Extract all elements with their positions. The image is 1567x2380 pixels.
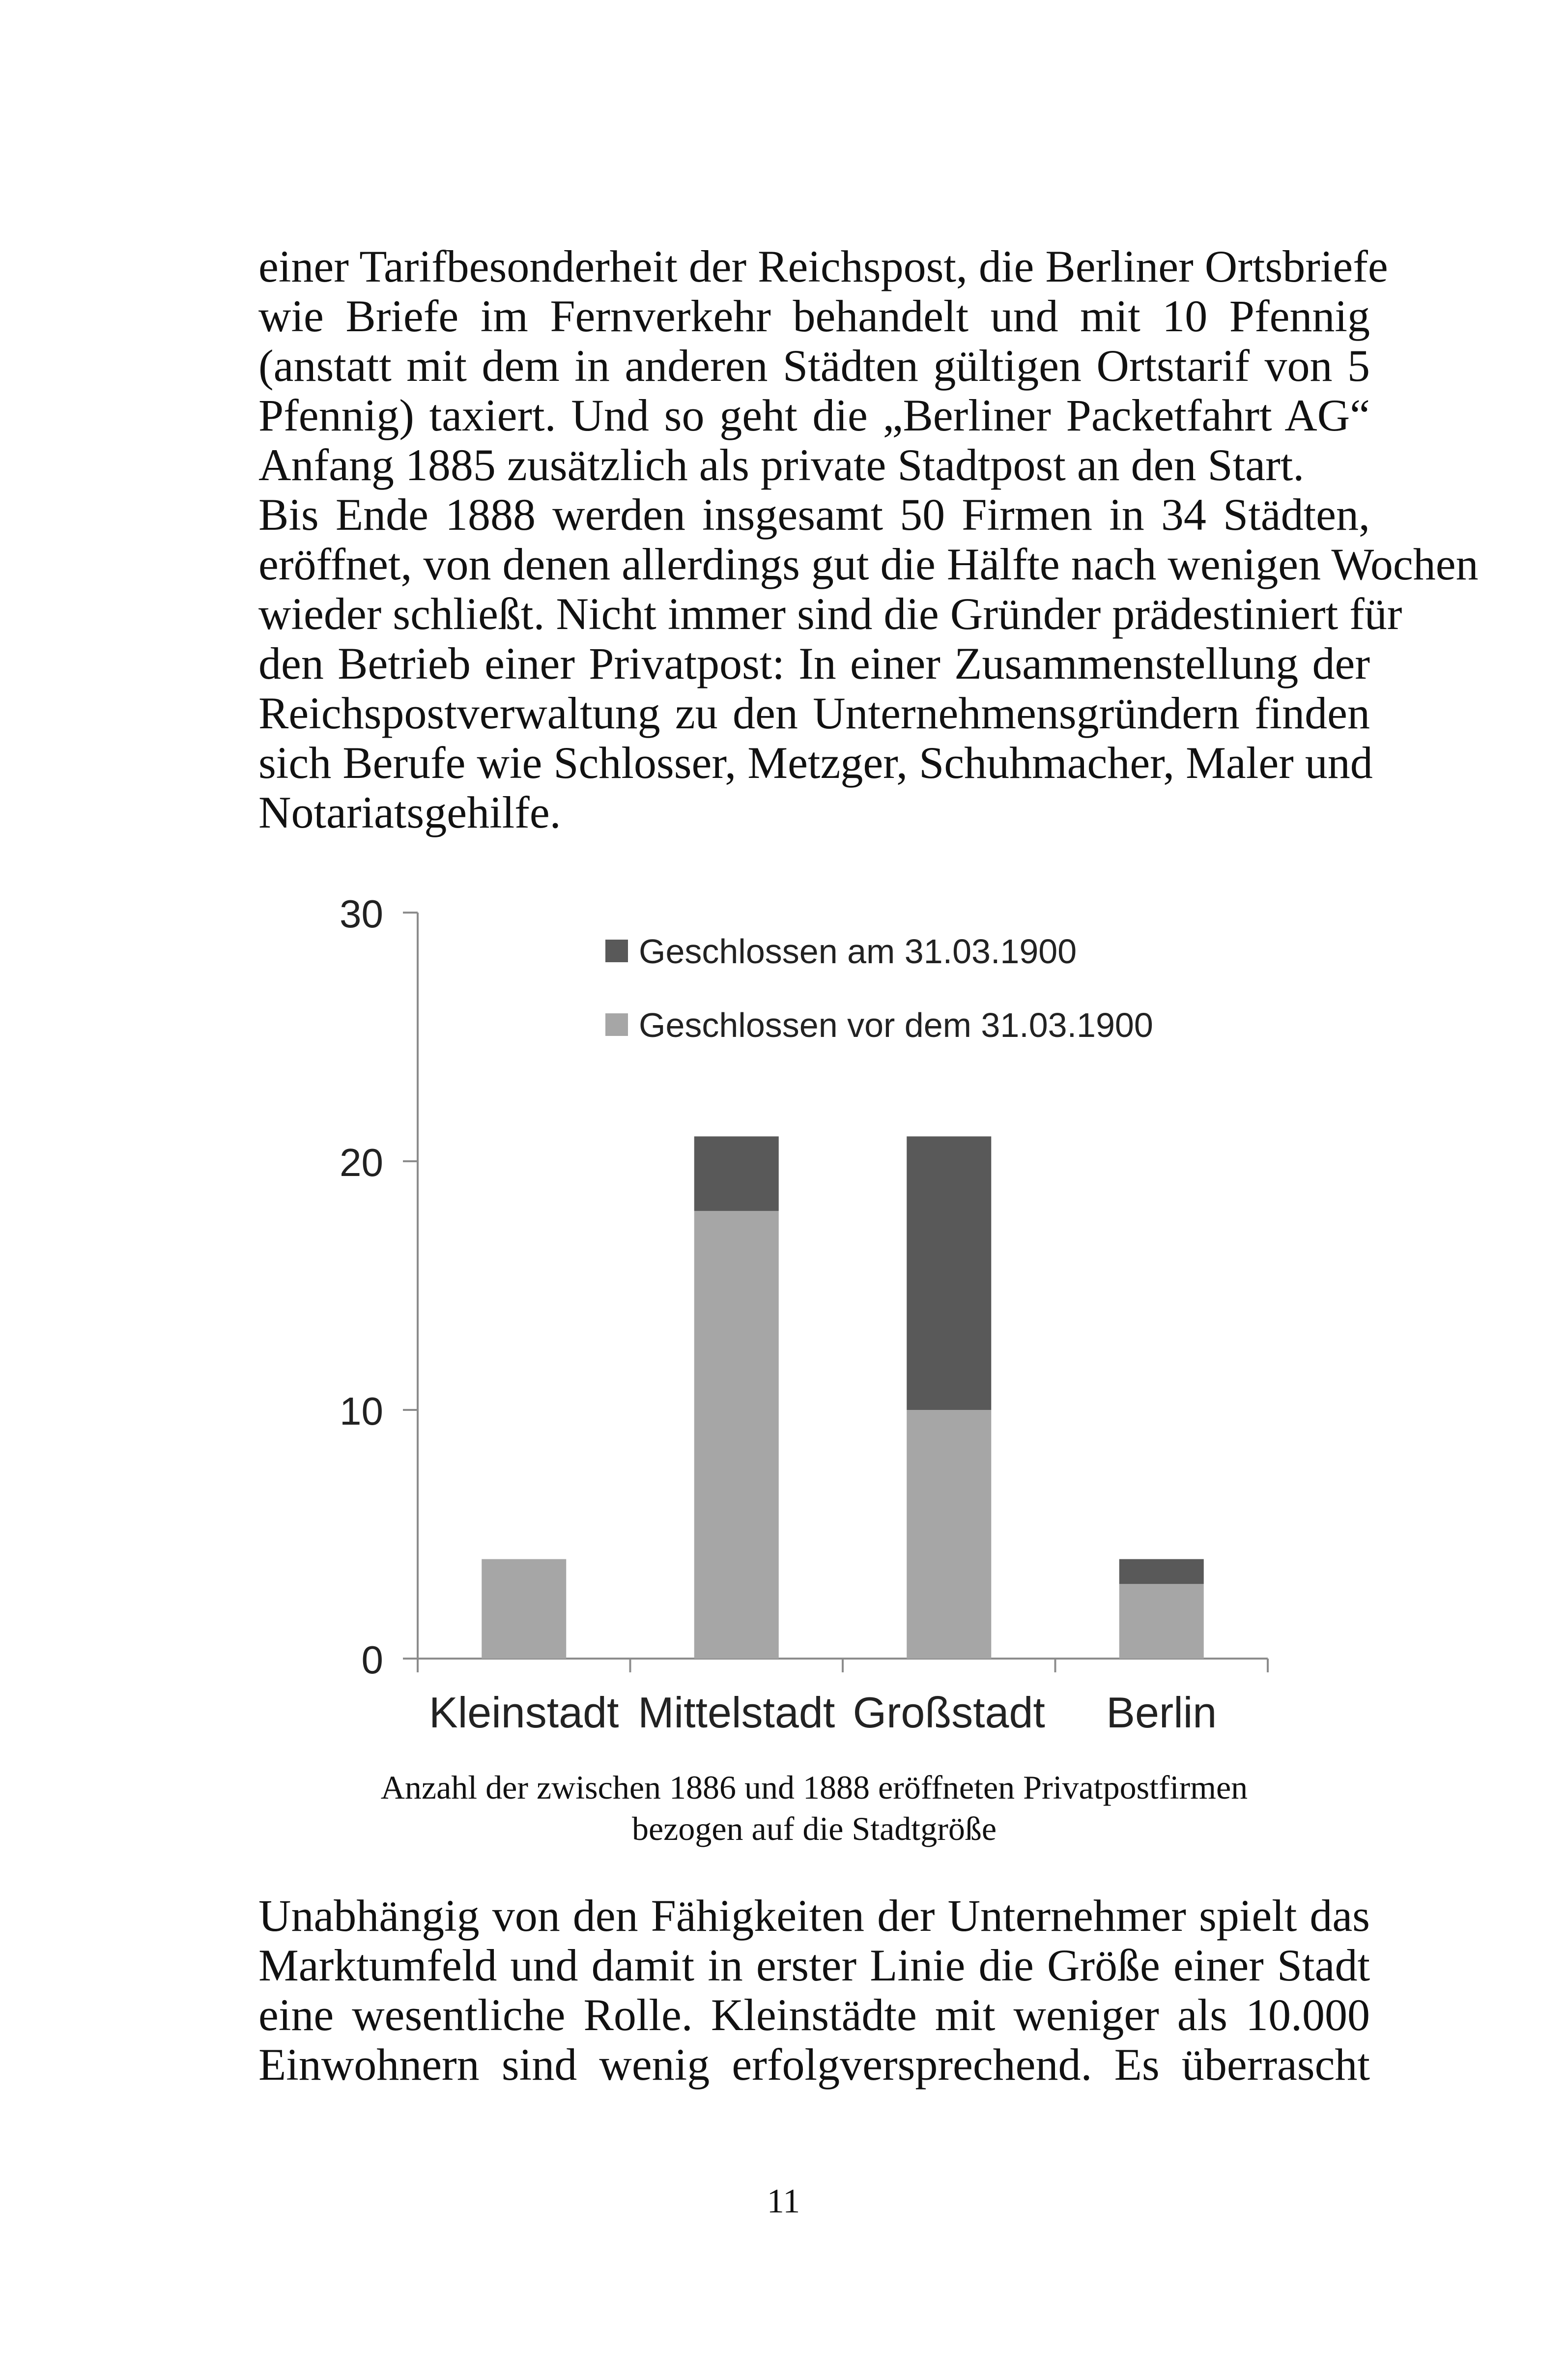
y-tick-label: 0 [361, 1638, 383, 1682]
text-line: wieder schließt. Nicht immer sind die Gründer prädestiniert für [258, 589, 1402, 639]
text-line: einer Tarifbesonderheit der Reichspost, die Berliner Ortsbriefe [258, 241, 1388, 291]
x-category-label: Berlin [1106, 1688, 1217, 1737]
text-line: Notariatsgehilfe. [258, 787, 561, 837]
text-line: sich Berufe wie Schlosser, Metzger, Schuhmacher, Maler und [258, 738, 1373, 788]
text-line: Reichspostverwaltung zu den Unternehmensgründern finden [258, 688, 1370, 738]
caption-line: bezogen auf die Stadtgröße [631, 1810, 997, 1847]
x-category-label: Kleinstadt [429, 1688, 619, 1737]
text-line: den Betrieb einer Privatpost: In einer Zusammenstellung der [258, 638, 1370, 688]
legend-swatch [605, 940, 628, 962]
y-tick-label: 20 [340, 1141, 383, 1184]
figure-caption [258, 1767, 1370, 1849]
body-paragraph-top [258, 241, 1479, 837]
text-line: eröffnet, von denen allerdings gut die Hälfte nach wenigen Wochen [258, 539, 1479, 589]
body-paragraph-bottom [258, 1891, 1370, 2090]
legend-label: Geschlossen am 31.03.1900 [639, 932, 1077, 971]
text-line: (anstatt mit dem in anderen Städten gültigen Ortstarif von 5 [258, 341, 1370, 391]
text-line: Anfang 1885 zusätzlich als private Stadtpost an den Start. [258, 440, 1305, 490]
stacked-bar-chart [305, 865, 1297, 1749]
page-number: 11 [767, 2182, 800, 2220]
legend-swatch [605, 1013, 628, 1036]
x-category-label: Mittelstadt [638, 1688, 835, 1737]
bar-segment [1119, 1559, 1204, 1584]
text-line: Unabhängig von den Fähigkeiten der Unternehmer spielt das [258, 1891, 1370, 1941]
text-line: Bis Ende 1888 werden insgesamt 50 Firmen in 34 Städten, [258, 489, 1370, 540]
legend-label: Geschlossen vor dem 31.03.1900 [639, 1006, 1153, 1044]
x-category-label: Großstadt [853, 1688, 1045, 1737]
text-line: Marktumfeld und damit in erster Linie die Größe einer Stadt [258, 1940, 1370, 1990]
text-line: Einwohnern sind wenig erfolgversprechend. Es überrascht [258, 2039, 1370, 2090]
bar-segment [1119, 1584, 1204, 1659]
bar-segment [907, 1136, 991, 1410]
text-line: eine wesentliche Rolle. Kleinstädte mit weniger als 10.000 [258, 1990, 1370, 2040]
bar-segment [694, 1211, 779, 1659]
y-tick-label: 10 [340, 1389, 383, 1433]
text-line: wie Briefe im Fernverkehr behandelt und mit 10 Pfennig [258, 291, 1370, 341]
y-tick-label: 30 [340, 892, 383, 936]
bar-segment [694, 1136, 779, 1211]
bar-segment [482, 1559, 566, 1659]
text-line: Pfennig) taxiert. Und so geht die „Berliner Packetfahrt AG“ [258, 390, 1370, 440]
caption-line: Anzahl der zwischen 1886 und 1888 eröffneten Privatpostfirmen [380, 1769, 1248, 1806]
bar-segment [907, 1410, 991, 1659]
